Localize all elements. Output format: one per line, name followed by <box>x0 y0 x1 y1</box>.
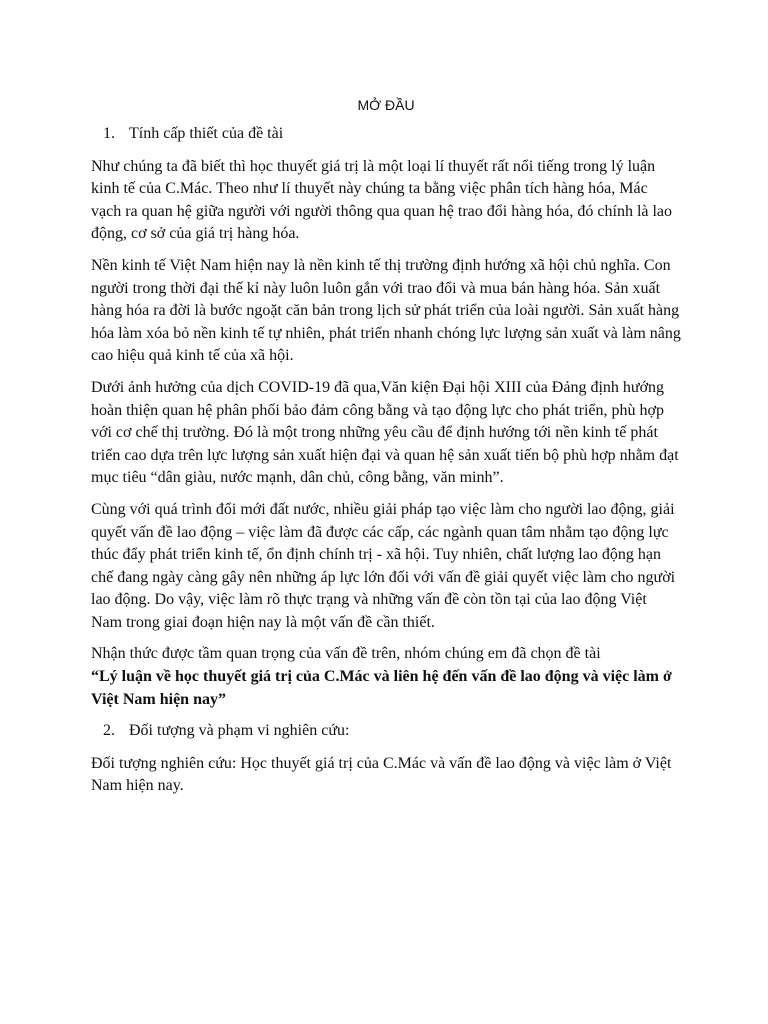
section-1-label: Tính cấp thiết của đề tài <box>129 125 284 142</box>
paragraph-1: Như chúng ta đã biết thì học thuyết giá trị là một loại lí thuyết rất nổi tiếng trong lý luận kinh tế của C.Mác. Theo như lí thuyết này chúng ta bằng việc phân tích hàng hóa, Mác vạch ra quan hệ giữa người với người thông qua quan hệ trao đổi hàng hóa, đó chính là lao động, cơ sở của giá trị hàng hóa. <box>91 157 673 243</box>
document-page <box>91 95 681 807</box>
section-2-heading <box>91 720 681 743</box>
section-1-heading <box>91 123 681 146</box>
section-2-number: 2. <box>103 722 115 740</box>
paragraph-3: Dưới ảnh hưởng của dịch COVID-19 đã qua,Văn kiện Đại hội XIII của Đảng định hướng hoàn thiện quan hệ phân phối bảo đảm công bằng và tạo động lực cho phát triển, phù hợp với cơ chế thị trường. Đó là một trong những yêu cầu để định hướng tới nền kinh tế phát triển cao dựa trên lực lượng sản xuất hiện đại và quan hệ sản xuất tiến bộ phù hợp nhằm đạt mục tiêu “dân giàu, nước mạnh, dân chủ, công bằng, văn minh”. <box>91 378 679 487</box>
section-1-number: 1. <box>103 125 115 142</box>
paragraph-2: Nền kinh tế Việt Nam hiện nay là nền kinh tế thị trường định hướng xã hội chủ nghĩa. Con người trong thời đại thế kỉ này luôn luôn gắn với trao đổi và mua bán hàng hóa. Sản xuất hàng hóa ra đời là bước ngoặt căn bản trong lịch sử phát triển của loài người. Sản xuất hàng hóa làm xóa bỏ nền kinh tế tự nhiên, phát triển nhanh chóng lực lượng sản xuất và làm nâng cao hiệu quả kinh tế của xã hội. <box>91 256 681 365</box>
topic-paragraph <box>91 643 681 711</box>
document-title: MỞ ĐẦU <box>357 97 415 113</box>
topic-intro: Nhận thức được tầm quan trọng của vấn đề trên, nhóm chúng em đã chọn đề tài <box>91 645 601 663</box>
paragraph-4: Cùng với quá trình đổi mới đất nước, nhiều giải pháp tạo việc làm cho người lao động, giải quyết vấn đề lao động – việc làm đã được các cấp, các ngành quan tâm nhằm tạo động lực thúc đẩy phát triển kinh tế, ổn định chính trị - xã hội. Tuy nhiên, chất lượng lao động hạn chế đang ngày càng gây nên những áp lực lớn đối với vấn đề giải quyết việc làm cho người lao động. Do vậy, việc làm rõ thực trạng và những vấn đề còn tồn tại của lao động Việt Nam trong giai đoạn hiện nay là một vấn đề cần thiết. <box>91 500 676 631</box>
section-2-label: Đối tượng và phạm vi nghiên cứu: <box>129 722 350 740</box>
research-object-paragraph: Đối tượng nghiên cứu: Học thuyết giá trị của C.Mác và vấn đề lao động và việc làm ở Việt Nam hiện nay. <box>91 754 672 795</box>
topic-name: “Lý luận về học thuyết giá trị của C.Mác và liên hệ đến vấn đề lao động và việc làm ở Việt Nam hiện nay” <box>91 668 672 708</box>
